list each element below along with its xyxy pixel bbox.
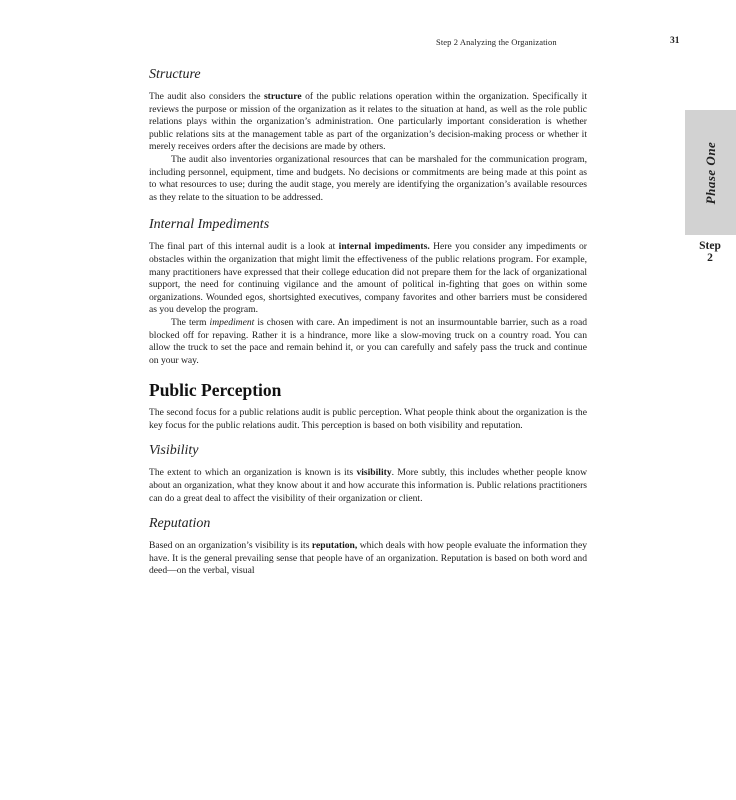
term-structure: structure (263, 91, 302, 102)
text-run: Based on an organization’s visibility is its (149, 540, 312, 552)
text-run: . More subtly, this includes whether people know about an organization, what they know about it and how accurate this information is. Public relations practitioners can do a great deal to affect the visibility of their organization or client. (149, 467, 588, 504)
structure-paragraph-2: The audit also inventories organizational resources that can be marshaled for the communication program, including personnel, equipment, time and budgets. No decisions or commitments are being made at this point as to what resources to use; during the audit stage, you merely are identifying the organization’s available resources as they relate to the situation to be addressed. (149, 153, 587, 203)
reputation-section (149, 515, 587, 578)
reputation-heading: Reputation (149, 516, 211, 532)
public-perception-heading: Public Perception (149, 380, 282, 401)
text-run: The audit also considers the (149, 91, 264, 102)
text-run: of the public relations operation within the organization. Specifically it reviews the purpose or mission of the organization as it relates to the situation at hand, as well as the role public relations plays within the organization’s administration. One particularly important consideration is whether public relations sits at the management table as part of the organization’s decision-making process or whether it merely receives orders after the decisions are made by others. (149, 91, 587, 153)
structure-paragraph-1 (149, 91, 587, 154)
public-perception-section (149, 379, 587, 432)
text-run: Here you consider any impediments or obstacles within the organization that might limit the effectiveness of the public relations program. For example, many practitioners have expressed that their college education did not prepare them for the lack of organizational support, the need for continuing vigilance and the amount of political in-fighting that goes on within some organizations. Wounded egos, shortsighted executives, company favorites and other barriers must be considered as you develop the program. (149, 241, 587, 316)
internal-impediments-heading: Internal Impediments (149, 217, 270, 233)
page-number: 31 (670, 36, 680, 46)
structure-heading: Structure (149, 67, 201, 82)
phase-tab (685, 110, 736, 235)
reputation-paragraph (149, 540, 587, 578)
term-visibility: visibility (356, 467, 392, 479)
step-marker (694, 240, 726, 264)
text-run: The final part of this internal audit is a look at (149, 241, 339, 253)
visibility-paragraph (149, 467, 587, 505)
step-number: 2 (707, 252, 713, 264)
step-word: Step (699, 240, 721, 252)
visibility-heading: Visibility (149, 443, 199, 459)
phase-tab-label: Phase One (702, 141, 718, 204)
running-head: Step 2 Analyzing the Organization (436, 37, 557, 47)
page-body (149, 66, 587, 578)
term-reputation: reputation, (311, 540, 358, 552)
public-perception-paragraph: The second focus for a public relations audit is public perception. What people think about the organization is the key focus for the public relations audit. This perception is based on both visibility and reputation. (149, 407, 587, 431)
internal-impediments-paragraph-1 (149, 241, 587, 317)
structure-section (149, 66, 587, 204)
term-internal-impediments: internal impediments. (338, 241, 430, 253)
text-run: The term (171, 316, 210, 328)
text-run: is chosen with care. An impediment is not an insurmountable barrier, such as a road blocked off for repaving. Rather it is a hindrance, more like a slow-moving truck on a country road. You can allow the truck to set the pace and remain behind it, or you can carefully and safely pass the truck and continue on your way. (149, 316, 587, 366)
internal-impediments-paragraph-2 (149, 317, 587, 367)
visibility-section (149, 442, 587, 505)
internal-impediments-section (149, 216, 587, 367)
text-run: The extent to which an organization is known is its (149, 467, 357, 479)
term-impediment: impediment (209, 316, 255, 328)
text-run: which deals with how people evaluate the information they have. It is the general prevailing sense that people have of an organization. Reputation is based on both word and deed—on the verbal, visual (149, 540, 587, 577)
